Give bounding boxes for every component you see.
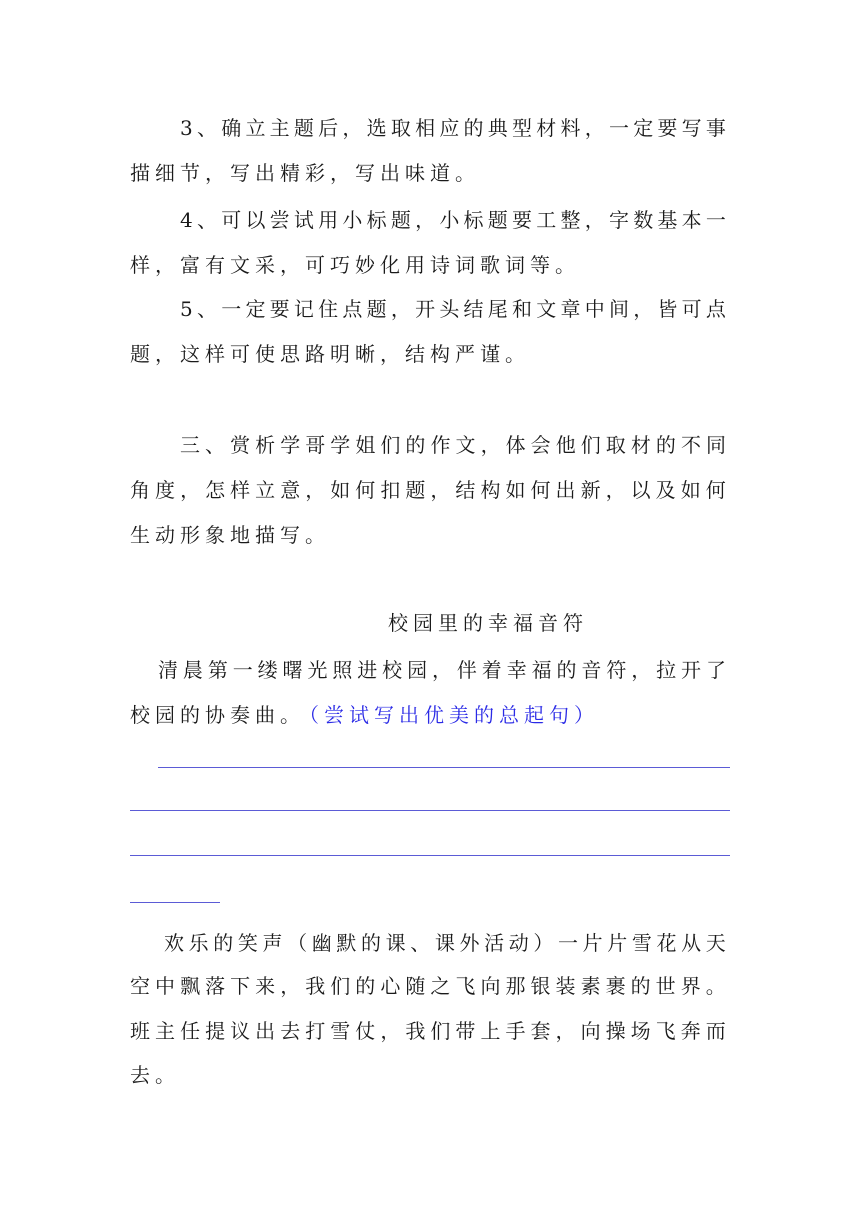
paragraph-2-line-1: 欢 乐 的 笑 声 （ 幽 默 的 课 、 课 外 活 动 ） 一 片 片 雪 花 从 天: [164, 931, 726, 955]
section-3-line-1: 三 、 赏 析 学 哥 学 姐 们 的 作 文 ， 体 会 他 们 取 材 的 不 同: [180, 433, 726, 457]
writing-line-2[interactable]: [130, 810, 730, 811]
essay-opening-line-2: [130, 701, 599, 729]
essay-opening-text: 校园的协奏曲。: [130, 703, 305, 727]
essay-opening-line-1: 清 晨 第 一 缕 曙 光 照 进 校 园 ， 伴 着 幸 福 的 音 符 ， 拉 开 了: [158, 658, 726, 682]
tip-4-line-2: 样，富有文采，可巧妙化用诗词歌词等。: [130, 253, 580, 277]
tip-3-line-1: 3 、 确 立 主 题 后 ， 选 取 相 应 的 典 型 材 料 ， 一 定 要 写 事: [180, 116, 726, 140]
tip-4-line-1: 4 、 可 以 尝 试 用 小 标 题 ， 小 标 题 要 工 整 ， 字 数 基 本 一: [180, 208, 726, 232]
section-3-line-3: 生动形象地描写。: [130, 523, 330, 547]
section-3-line-2: 角 度 ， 怎 样 立 意 ， 如 何 扣 题 ， 结 构 如 何 出 新 ， 以 及 如 何: [130, 478, 726, 502]
essay-title: 校园里的幸福音符: [388, 611, 588, 635]
tip-3-line-2: 描细节，写出精彩，写出味道。: [130, 161, 480, 185]
writing-line-4[interactable]: [130, 902, 220, 903]
opening-hint: （尝试写出优美的总起句）: [309, 703, 599, 727]
tip-5-line-2: 题，这样可使思路明晰，结构严谨。: [130, 342, 530, 366]
paragraph-2-line-2: 空 中 飘 落 下 来 ， 我 们 的 心 随 之 飞 向 那 银 装 素 裹 的 世 界 。: [130, 974, 726, 998]
writing-line-3[interactable]: [130, 855, 730, 856]
paragraph-2-line-3: 班 主 任 提 议 出 去 打 雪 仗 ， 我 们 带 上 手 套 ， 向 操 场 飞 奔 而: [130, 1019, 726, 1043]
paragraph-2-line-4: 去。: [130, 1063, 180, 1087]
tip-5-line-1: 5 、 一 定 要 记 住 点 题 ， 开 头 结 尾 和 文 章 中 间 ， 皆 可 点: [180, 297, 726, 321]
writing-line-1[interactable]: [158, 767, 730, 768]
